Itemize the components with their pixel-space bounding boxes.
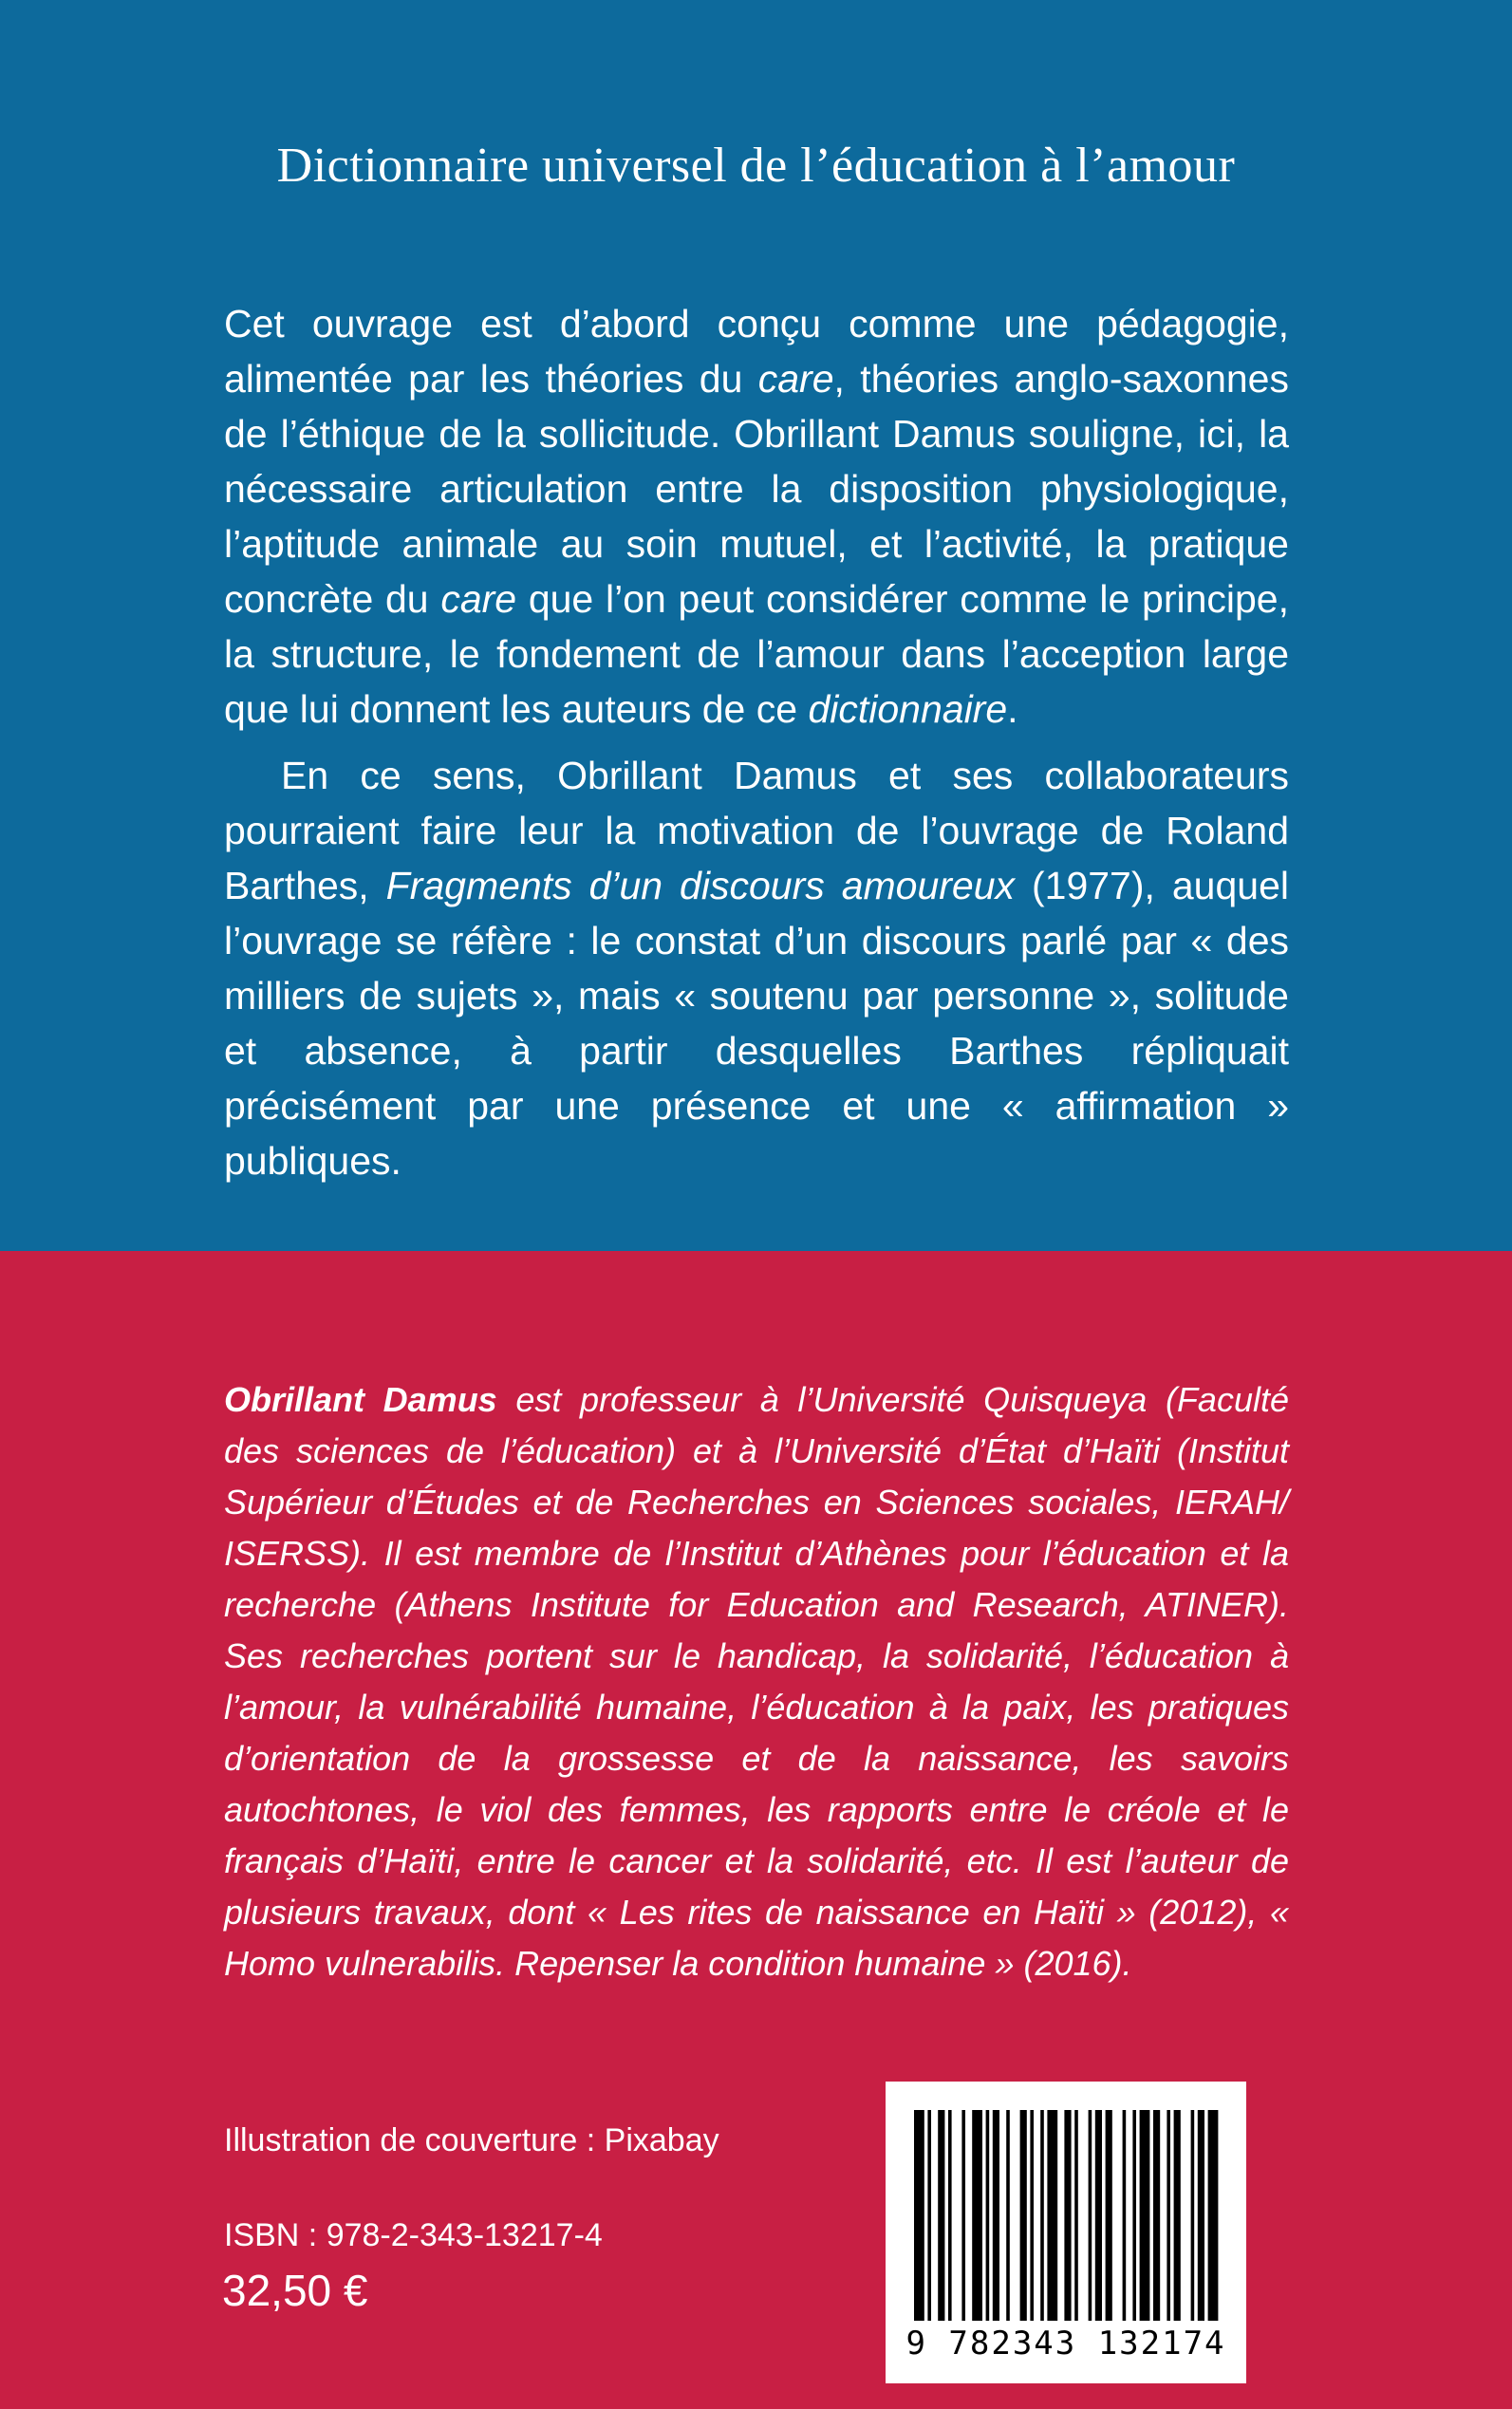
barcode-bar [914,2110,924,2321]
barcode-bar [972,2110,982,2321]
book-title: Dictionnaire universel de l’éducation à l’amour [276,139,1236,193]
barcode-bar [1132,2110,1136,2321]
barcode-bar [1020,2110,1027,2321]
barcode-bar [1140,2110,1150,2321]
author-name: Obrillant Damus [224,1380,497,1419]
barcode-bar [938,2110,944,2321]
barcode-bar [1006,2110,1010,2321]
barcode-bar [1191,2110,1195,2321]
barcode-bar [1047,2110,1057,2321]
barcode-bar [1030,2110,1034,2321]
author-bio-text: est professeur à l’Université Quisqueya (Faculté des sciences de l’éducation) et à l’Université d’État d’Haïti (Institut Supérieur d’Études et de Recherches en Sciences sociales, IERAH/ ISERSS). Il est membre de l’Institut d’Athènes pour l’éducation et la recherche (Athens Institute for Education and Research, ATINER). Ses recherches portent sur le handicap, la solidarité, l’éducation à l’amour, la vulnérabilité humaine, l’éducation à la paix, les pratiques d’orientation de la grossesse et de la naissance, les savoirs autochtones, le viol des femmes, les rapports entre le créole et le français d’Haïti, entre le cancer et la solidarité, etc. Il est l’auteur de plusieurs travaux, dont « Les rites de naissance en Haïti » (2012), « Homo vulnerabilis. Repenser la condition humaine » (2016). [224,1380,1289,1983]
author-panel [0,1251,1512,2409]
barcode-bar [1198,2110,1204,2321]
barcode-bar [1106,2110,1112,2321]
barcode-bar [961,2110,965,2321]
summary-paragraph-1: Cet ouvrage est d’abord conçu comme une pédagogie, alimentée par les théories du care, théories anglo-saxonnes de l’éthique de la sollicitude. Obrillant Damus souligne, ici, la nécessaire articulation entre la disposition physiologique, l’aptitude animale au soin mutuel, et l’activité, la pratique concrète du care que l’on peut considérer comme le principe, la structure, le fondement de l’amour dans l’acception large que lui donnent les auteurs de ce dictionnaire. [224,302,1289,731]
barcode-bar [1089,2110,1092,2321]
barcode-bar [1064,2110,1071,2321]
summary-paragraph-2: En ce sens, Obrillant Damus et ses collaborateurs pourraient faire leur la motivation de l’ouvrage de Roland Barthes, Fragments d’un discours amoureux (1977), auquel l’ouvrage se réfère : le constat d’un discours parlé par « des milliers de sujets », mais « soutenu par personne », solitude et absence, à partir desquelles Barthes répliquait précisément par une présence et une « affirmation » publiques. [224,754,1289,1183]
barcode-bar [1167,2110,1170,2321]
barcode-bar [1040,2110,1044,2321]
barcode-bar [1208,2110,1219,2321]
barcode-bar [986,2110,990,2321]
barcode-bar [1095,2110,1102,2321]
barcode-bar [1123,2110,1127,2321]
barcode [886,2082,1246,2383]
barcode-bar [1153,2110,1160,2321]
barcode-bar [993,2110,999,2321]
cover-credit: Illustration de couverture : Pixabay [224,2122,719,2158]
barcode-bar [948,2110,952,2321]
barcode-bar [1074,2110,1078,2321]
price: 32,50 € [222,2266,368,2315]
summary-text [224,296,1289,1200]
barcode-digits: 9 782343 132174 [905,2325,1226,2362]
isbn: ISBN : 978-2-343-13217-4 [224,2217,603,2253]
author-bio [224,1374,1289,1989]
barcode-bar [1174,2110,1181,2321]
barcode-bar [927,2110,931,2321]
